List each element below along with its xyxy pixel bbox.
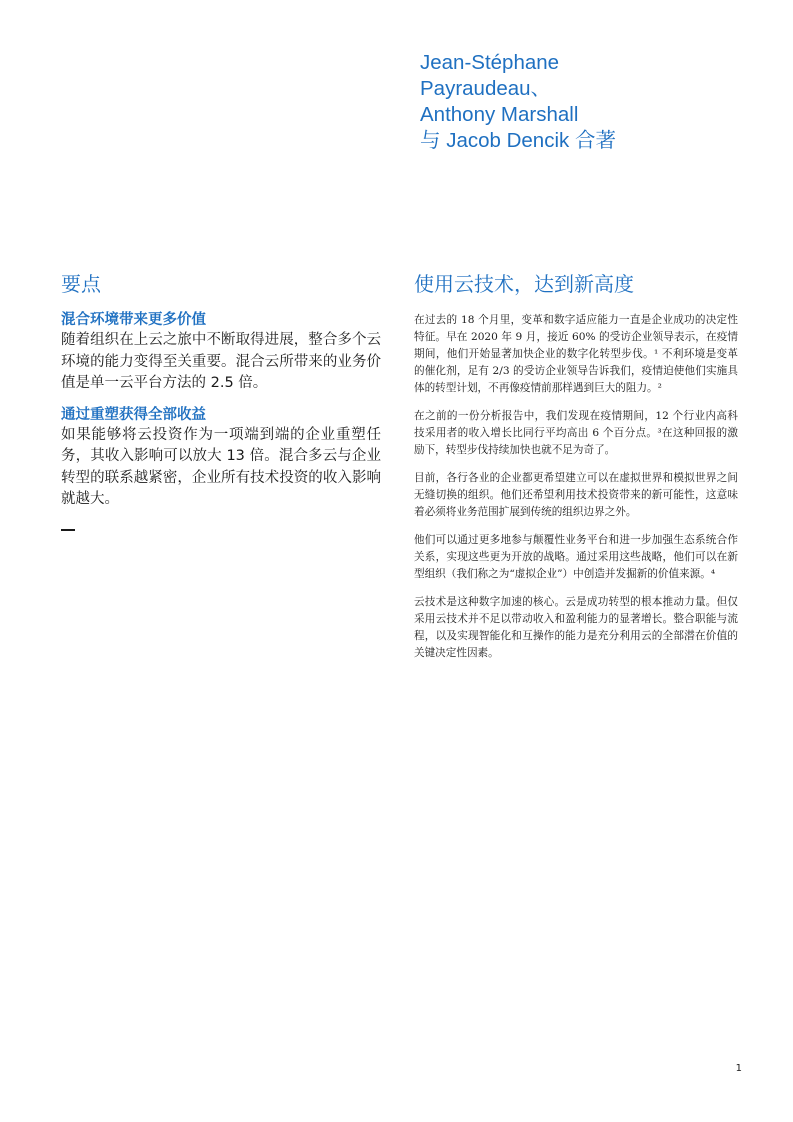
key-points-heading: 要点 <box>61 272 101 296</box>
author-line-3: Anthony Marshall <box>420 103 579 126</box>
main-article-column <box>414 270 738 673</box>
section-divider-dash <box>61 529 75 531</box>
author-line-4: 与 Jacob Dencik 合著 <box>420 129 616 152</box>
article-heading: 使用云技术，达到新高度 <box>414 272 634 296</box>
author-line-1: Jean-Stéphane <box>420 51 560 74</box>
author-byline <box>420 50 750 154</box>
article-paragraph: 云技术是这种数字加速的核心。云是成功转型的根本推动力量。但仅采用云技术并不足以带动收入和盈利能力的显著增长。整合职能与流程，以及实现智能化和互操作的能力是充分利用云的全部潜在价值的关键决定性因素。 <box>414 596 738 659</box>
author-line-2: Payraudeau、 <box>420 77 552 100</box>
key-point-2 <box>61 405 381 511</box>
key-point-title: 混合环境带来更多价值 <box>61 311 206 328</box>
article-paragraph: 他们可以通过更多地参与颠覆性业务平台和进一步加强生态系统合作关系，实现这些更为开放的战略。通过采用这些战略，他们可以在新型组织（我们称之为“虚拟企业”）中创造并发掘新的价值来源。⁴ <box>414 534 738 580</box>
article-paragraph: 在过去的 18 个月里，变革和数字适应能力一直是企业成功的决定性特征。早在 2020 年 9 月，接近 60% 的受访企业领导表示，在疫情期间，他们开始显著加快企业的数字化转型步伐。¹ 不利环境是变革的催化剂，足有 2/3 的受访企业领导告诉我们，疫情迫使他们实施具体的转型计划，不再像疫情前那样遇到巨大的阻力。² <box>414 314 738 394</box>
key-point-body: 随着组织在上云之旅中不断取得进展，整合多个云环境的能力变得至关重要。混合云所带来的业务价值是单一云平台方法的 2.5 倍。 <box>61 332 381 391</box>
key-points-column <box>61 270 381 531</box>
key-point-title: 通过重塑获得全部收益 <box>61 405 206 423</box>
article-paragraph: 目前，各行各业的企业都更希望建立可以在虚拟世界和模拟世界之间无缝切换的组织。他们还希望利用技术投资带来的新可能性，这意味着必须将业务范围扩展到传统的组织边界之外。 <box>414 472 738 518</box>
article-paragraph: 在之前的一份分析报告中，我们发现在疫情期间，12 个行业内高科技采用者的收入增长比同行平均高出 6 个百分点。³在这种回报的激励下，转型步伐持续加快也就不足为奇了。 <box>414 410 738 456</box>
key-point-body: 如果能够将云投资作为一项端到端的企业重塑任务，其收入影响可以放大 13 倍。混合多云与企业转型的联系越紧密，企业所有技术投资的收入影响就越大。 <box>61 426 381 507</box>
page-number: 1 <box>735 1063 742 1074</box>
key-point-1 <box>61 310 381 395</box>
